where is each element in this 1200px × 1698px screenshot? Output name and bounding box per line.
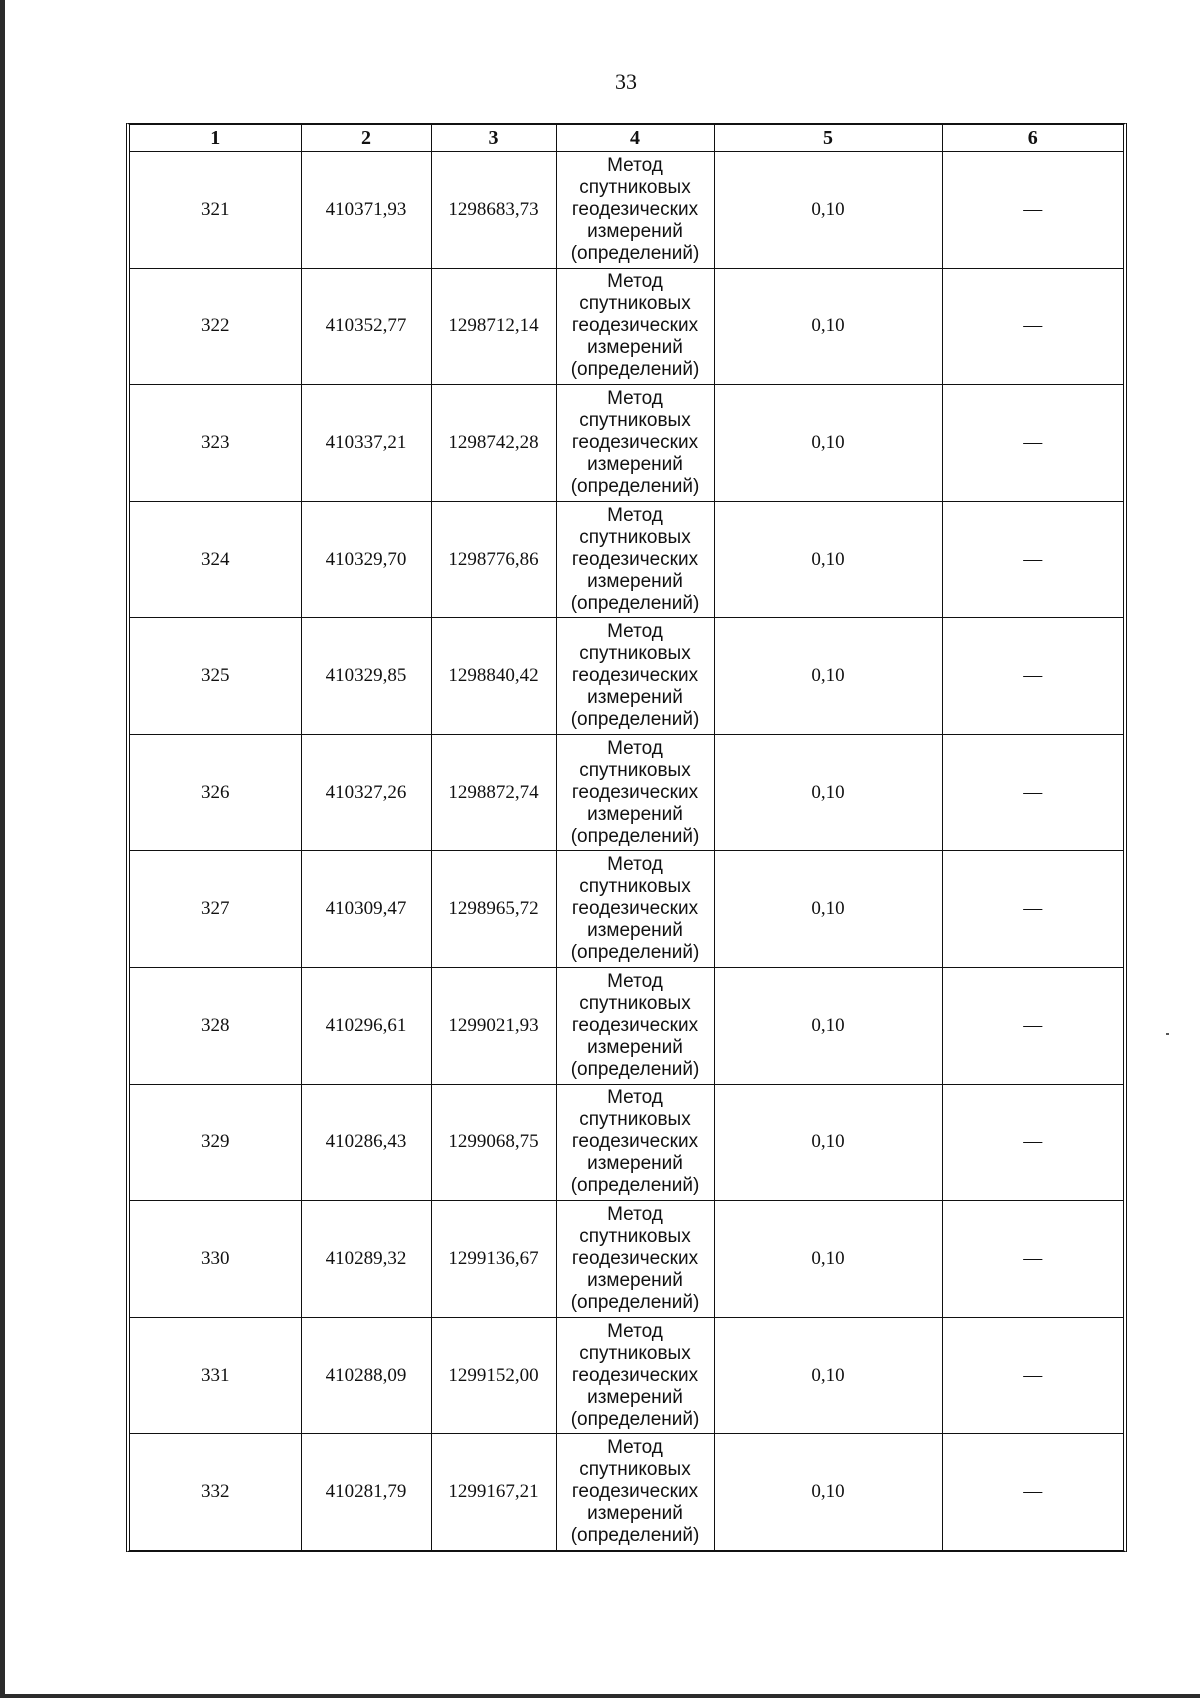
accuracy-cell: 0,10: [714, 152, 942, 269]
accuracy-cell: 0,10: [714, 1317, 942, 1434]
method-cell: Метод спутниковых геодезических измерений (определений): [556, 734, 714, 851]
coordinate-x-cell: 410289,32: [301, 1201, 431, 1318]
point-number-cell: 331: [130, 1317, 301, 1434]
method-cell: Метод спутниковых геодезических измерений (определений): [556, 152, 714, 269]
coordinate-x-cell: 410352,77: [301, 268, 431, 385]
coordinate-y-cell: 1299021,93: [431, 968, 556, 1085]
coordinate-y-cell: 1298872,74: [431, 734, 556, 851]
method-cell: Метод спутниковых геодезических измерений (определений): [556, 618, 714, 735]
method-cell: Метод спутниковых геодезических измерений (определений): [556, 385, 714, 502]
table-row: [130, 1201, 1123, 1318]
scan-border-left: [0, 0, 5, 1698]
accuracy-cell: 0,10: [714, 1201, 942, 1318]
table-row: [130, 1084, 1123, 1201]
accuracy-cell: 0,10: [714, 385, 942, 502]
table-row: [130, 152, 1123, 269]
coordinate-x-cell: 410371,93: [301, 152, 431, 269]
coordinate-x-cell: 410281,79: [301, 1434, 431, 1550]
table-row: [130, 501, 1123, 618]
scan-speck: [1166, 1033, 1169, 1035]
table-row: [130, 1317, 1123, 1434]
coordinate-y-cell: 1298712,14: [431, 268, 556, 385]
column-header-4: 4: [556, 125, 714, 152]
method-cell: Метод спутниковых геодезических измерений (определений): [556, 851, 714, 968]
page-number: 33: [615, 69, 637, 94]
table-body: [130, 152, 1123, 1551]
coordinate-y-cell: 1298776,86: [431, 501, 556, 618]
notes-cell: —: [942, 1201, 1123, 1318]
notes-cell: —: [942, 1317, 1123, 1434]
table-row: [130, 618, 1123, 735]
notes-cell: —: [942, 968, 1123, 1085]
notes-cell: —: [942, 734, 1123, 851]
method-cell: Метод спутниковых геодезических измерений (определений): [556, 1084, 714, 1201]
coordinate-x-cell: 410329,70: [301, 501, 431, 618]
coordinate-x-cell: 410337,21: [301, 385, 431, 502]
coordinate-y-cell: 1299152,00: [431, 1317, 556, 1434]
coordinate-y-cell: 1298840,42: [431, 618, 556, 735]
method-cell: Метод спутниковых геодезических измерений (определений): [556, 268, 714, 385]
table-row: [130, 734, 1123, 851]
table-row: [130, 968, 1123, 1085]
coordinate-y-cell: 1298742,28: [431, 385, 556, 502]
notes-cell: —: [942, 152, 1123, 269]
notes-cell: —: [942, 385, 1123, 502]
accuracy-cell: 0,10: [714, 851, 942, 968]
coordinate-y-cell: 1299136,67: [431, 1201, 556, 1318]
coordinate-y-cell: 1298965,72: [431, 851, 556, 968]
coordinate-x-cell: 410327,26: [301, 734, 431, 851]
point-number-cell: 327: [130, 851, 301, 968]
coordinate-y-cell: 1299167,21: [431, 1434, 556, 1550]
notes-cell: —: [942, 851, 1123, 968]
point-number-cell: 323: [130, 385, 301, 502]
point-number-cell: 330: [130, 1201, 301, 1318]
point-number-cell: 326: [130, 734, 301, 851]
notes-cell: —: [942, 1084, 1123, 1201]
accuracy-cell: 0,10: [714, 618, 942, 735]
column-header-2: 2: [301, 125, 431, 152]
accuracy-cell: 0,10: [714, 1434, 942, 1550]
point-number-cell: 325: [130, 618, 301, 735]
method-cell: Метод спутниковых геодезических измерений (определений): [556, 1434, 714, 1550]
coordinate-x-cell: 410296,61: [301, 968, 431, 1085]
coordinate-x-cell: 410286,43: [301, 1084, 431, 1201]
table-row: [130, 1434, 1123, 1550]
notes-cell: —: [942, 501, 1123, 618]
scan-border-bottom: [0, 1694, 1200, 1698]
method-cell: Метод спутниковых геодезических измерений (определений): [556, 968, 714, 1085]
method-cell: Метод спутниковых геодезических измерений (определений): [556, 501, 714, 618]
point-number-cell: 321: [130, 152, 301, 269]
notes-cell: —: [942, 1434, 1123, 1550]
column-header-5: 5: [714, 125, 942, 152]
coordinate-y-cell: 1299068,75: [431, 1084, 556, 1201]
accuracy-cell: 0,10: [714, 734, 942, 851]
point-number-cell: 329: [130, 1084, 301, 1201]
notes-cell: —: [942, 268, 1123, 385]
point-number-cell: 324: [130, 501, 301, 618]
coordinates-table-frame: [126, 123, 1127, 1552]
coordinate-x-cell: 410309,47: [301, 851, 431, 968]
accuracy-cell: 0,10: [714, 501, 942, 618]
point-number-cell: 332: [130, 1434, 301, 1550]
accuracy-cell: 0,10: [714, 1084, 942, 1201]
column-header-1: 1: [130, 125, 301, 152]
coordinate-y-cell: 1298683,73: [431, 152, 556, 269]
method-cell: Метод спутниковых геодезических измерений (определений): [556, 1201, 714, 1318]
column-header-3: 3: [431, 125, 556, 152]
coordinate-x-cell: 410329,85: [301, 618, 431, 735]
table-header-row: [130, 125, 1123, 152]
notes-cell: —: [942, 618, 1123, 735]
column-header-6: 6: [942, 125, 1123, 152]
method-cell: Метод спутниковых геодезических измерений (определений): [556, 1317, 714, 1434]
table-row: [130, 385, 1123, 502]
accuracy-cell: 0,10: [714, 968, 942, 1085]
point-number-cell: 322: [130, 268, 301, 385]
point-number-cell: 328: [130, 968, 301, 1085]
accuracy-cell: 0,10: [714, 268, 942, 385]
table-row: [130, 851, 1123, 968]
coordinate-x-cell: 410288,09: [301, 1317, 431, 1434]
table-row: [130, 268, 1123, 385]
coordinates-table: [130, 125, 1123, 1550]
